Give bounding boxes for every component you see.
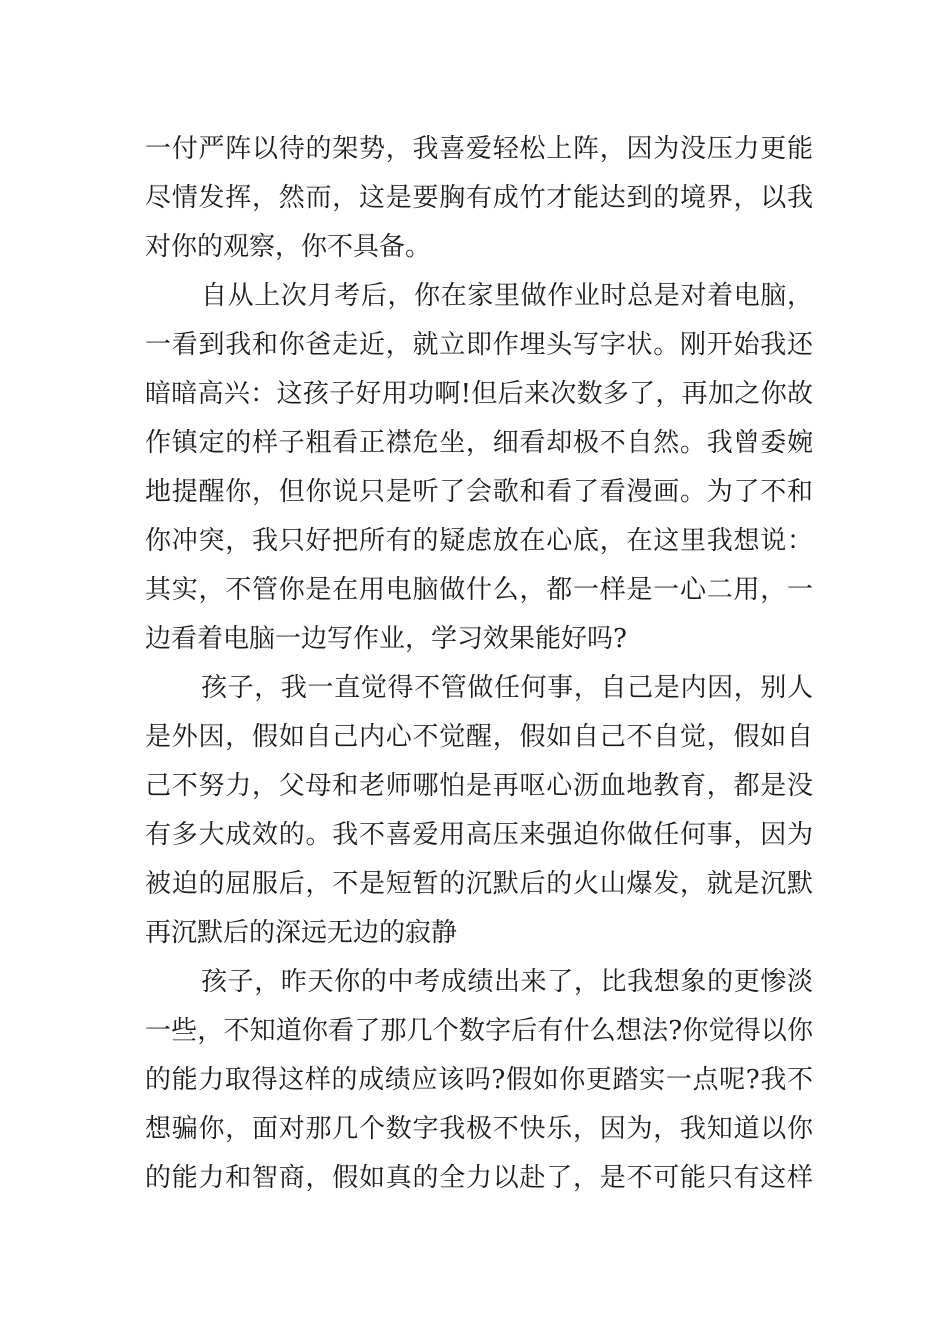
text-line: 你冲突，我只好把所有的疑虑放在心底，在这里我想说： — [145, 526, 813, 556]
text-line: 孩子，昨天你的中考成绩出来了，比我想象的更惨淡 — [201, 967, 813, 997]
text-line: 一付严阵以待的架势，我喜爱轻松上阵，因为没压力更能 — [145, 134, 813, 164]
text-line: 己不努力，父母和老师哪怕是再呕心沥血地教育，都是没 — [145, 771, 813, 801]
paragraph-3 — [145, 664, 813, 958]
text-line: 对你的观察，你不具备。 — [145, 232, 432, 262]
text-line: 再沉默后的深远无边的寂静 — [145, 918, 458, 948]
text-line: 其实，不管你是在用电脑做什么，都一样是一心二用，一 — [145, 575, 813, 605]
document-body — [145, 125, 813, 1203]
text-line: 尽情发挥，然而，这是要胸有成竹才能达到的境界，以我 — [145, 183, 813, 213]
text-line: 作镇定的样子粗看正襟危坐，细看却极不自然。我曾委婉 — [145, 428, 813, 458]
text-line: 的能力和智商，假如真的全力以赴了，是不可能只有这样 — [145, 1163, 813, 1193]
text-line: 想骗你，面对那几个数字我极不快乐，因为，我知道以你 — [145, 1114, 813, 1144]
paragraph-4 — [145, 958, 813, 1203]
paragraph-2 — [145, 272, 813, 664]
text-line: 被迫的屈服后，不是短暂的沉默后的火山爆发，就是沉默 — [145, 869, 813, 899]
text-line: 一些，不知道你看了那几个数字后有什么想法?你觉得以你 — [145, 1016, 813, 1046]
text-line: 有多大成效的。我不喜爱用高压来强迫你做任何事，因为 — [145, 820, 813, 850]
text-line: 地提醒你，但你说只是听了会歌和看了看漫画。为了不和 — [145, 477, 813, 507]
text-line: 孩子，我一直觉得不管做任何事，自己是内因，别人 — [201, 673, 813, 703]
text-line: 暗暗高兴：这孩子好用功啊!但后来次数多了，再加之你故 — [145, 379, 813, 409]
text-line: 一看到我和你爸走近，就立即作埋头写字状。刚开始我还 — [145, 330, 813, 360]
text-line: 边看着电脑一边写作业，学习效果能好吗? — [145, 624, 627, 654]
paragraph-1 — [145, 125, 813, 272]
text-line: 是外因，假如自己内心不觉醒，假如自己不自觉，假如自 — [145, 722, 813, 752]
text-line: 的能力取得这样的成绩应该吗?假如你更踏实一点呢?我不 — [145, 1065, 813, 1095]
text-line: 自从上次月考后，你在家里做作业时总是对着电脑， — [201, 281, 813, 311]
